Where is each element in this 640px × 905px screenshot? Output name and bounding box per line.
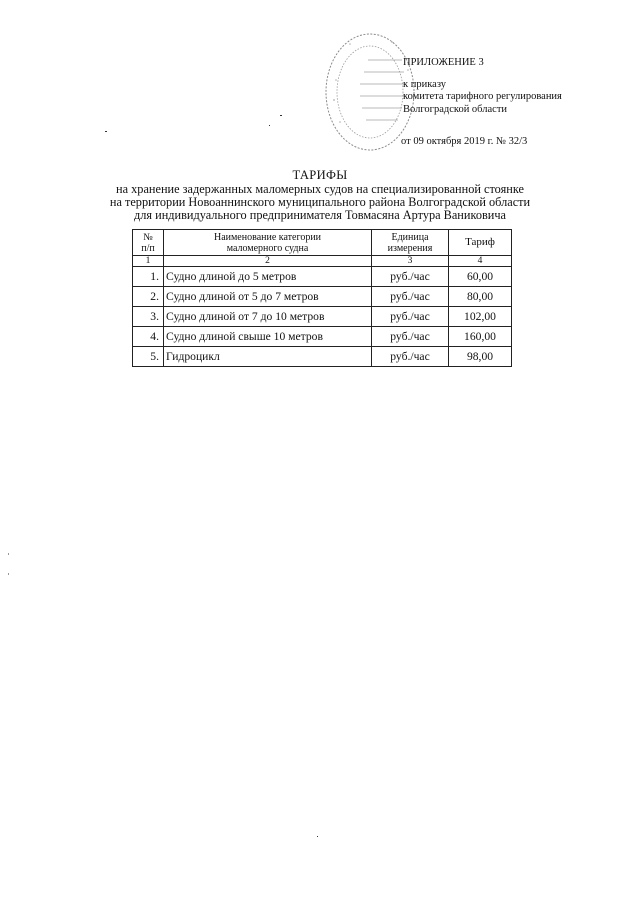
- row-value: 160,00: [449, 327, 512, 347]
- column-number: 1: [133, 256, 164, 267]
- appendix-order-line: к приказу: [403, 78, 446, 90]
- column-number: 4: [449, 256, 512, 267]
- tariffs-table: [132, 229, 512, 367]
- scan-mark: [105, 131, 107, 132]
- row-name: Судно длиной от 7 до 10 метров: [164, 307, 372, 327]
- row-unit: руб./час: [372, 307, 449, 327]
- table-row: [133, 287, 512, 307]
- row-value: 98,00: [449, 347, 512, 367]
- row-value: 60,00: [449, 267, 512, 287]
- row-unit: руб./час: [372, 267, 449, 287]
- table-header-row: [133, 230, 512, 256]
- row-number: 3.: [133, 307, 164, 327]
- row-unit: руб./час: [372, 327, 449, 347]
- scan-mark: [269, 125, 270, 126]
- document-subtitle-line-2: на территории Новоаннинского муниципального района Волгоградской области: [109, 194, 531, 209]
- table-row: [133, 347, 512, 367]
- row-value: 102,00: [449, 307, 512, 327]
- scan-mark: [8, 553, 9, 555]
- row-name: Судно длиной до 5 метров: [164, 267, 372, 287]
- scan-mark: [8, 573, 9, 575]
- appendix-title: ПРИЛОЖЕНИЕ 3: [403, 57, 484, 68]
- row-unit: руб./час: [372, 287, 449, 307]
- column-numbers-row: [133, 256, 512, 267]
- document-heading: [0, 168, 640, 222]
- appendix-region-line: Волгоградской области: [403, 103, 508, 115]
- scan-mark: [280, 115, 282, 116]
- column-number: 2: [164, 256, 372, 267]
- table-row: [133, 267, 512, 287]
- row-value: 80,00: [449, 287, 512, 307]
- scan-mark: [317, 836, 318, 837]
- document-subtitle-line-1: на хранение задержанных маломерных судов на специализированной стоянке: [116, 182, 524, 196]
- appendix-date-line: от 09 октября 2019 г. № 32/3: [401, 136, 528, 148]
- column-number: 3: [372, 256, 449, 267]
- header-unit: Единица измерения: [372, 230, 449, 256]
- header-num: № п/п: [133, 230, 164, 256]
- row-unit: руб./час: [372, 347, 449, 367]
- appendix-block: [403, 57, 562, 149]
- document-title: ТАРИФЫ: [292, 168, 348, 182]
- appendix-committee-line: комитета тарифного регулирования: [403, 91, 562, 103]
- header-tariff: Тариф: [449, 230, 512, 256]
- row-name: Судно длиной свыше 10 метров: [164, 327, 372, 347]
- table-row: [133, 307, 512, 327]
- row-number: 2.: [133, 287, 164, 307]
- row-number: 4.: [133, 327, 164, 347]
- table-row: [133, 327, 512, 347]
- header-name: Наименование категории маломерного судна: [164, 230, 372, 256]
- document-subtitle-line-3: для индивидуального предпринимателя Товмасяна Артура Ваниковича: [133, 207, 506, 222]
- row-name: Судно длиной от 5 до 7 метров: [164, 287, 372, 307]
- row-number: 5.: [133, 347, 164, 367]
- row-number: 1.: [133, 267, 164, 287]
- row-name: Гидроцикл: [164, 347, 372, 367]
